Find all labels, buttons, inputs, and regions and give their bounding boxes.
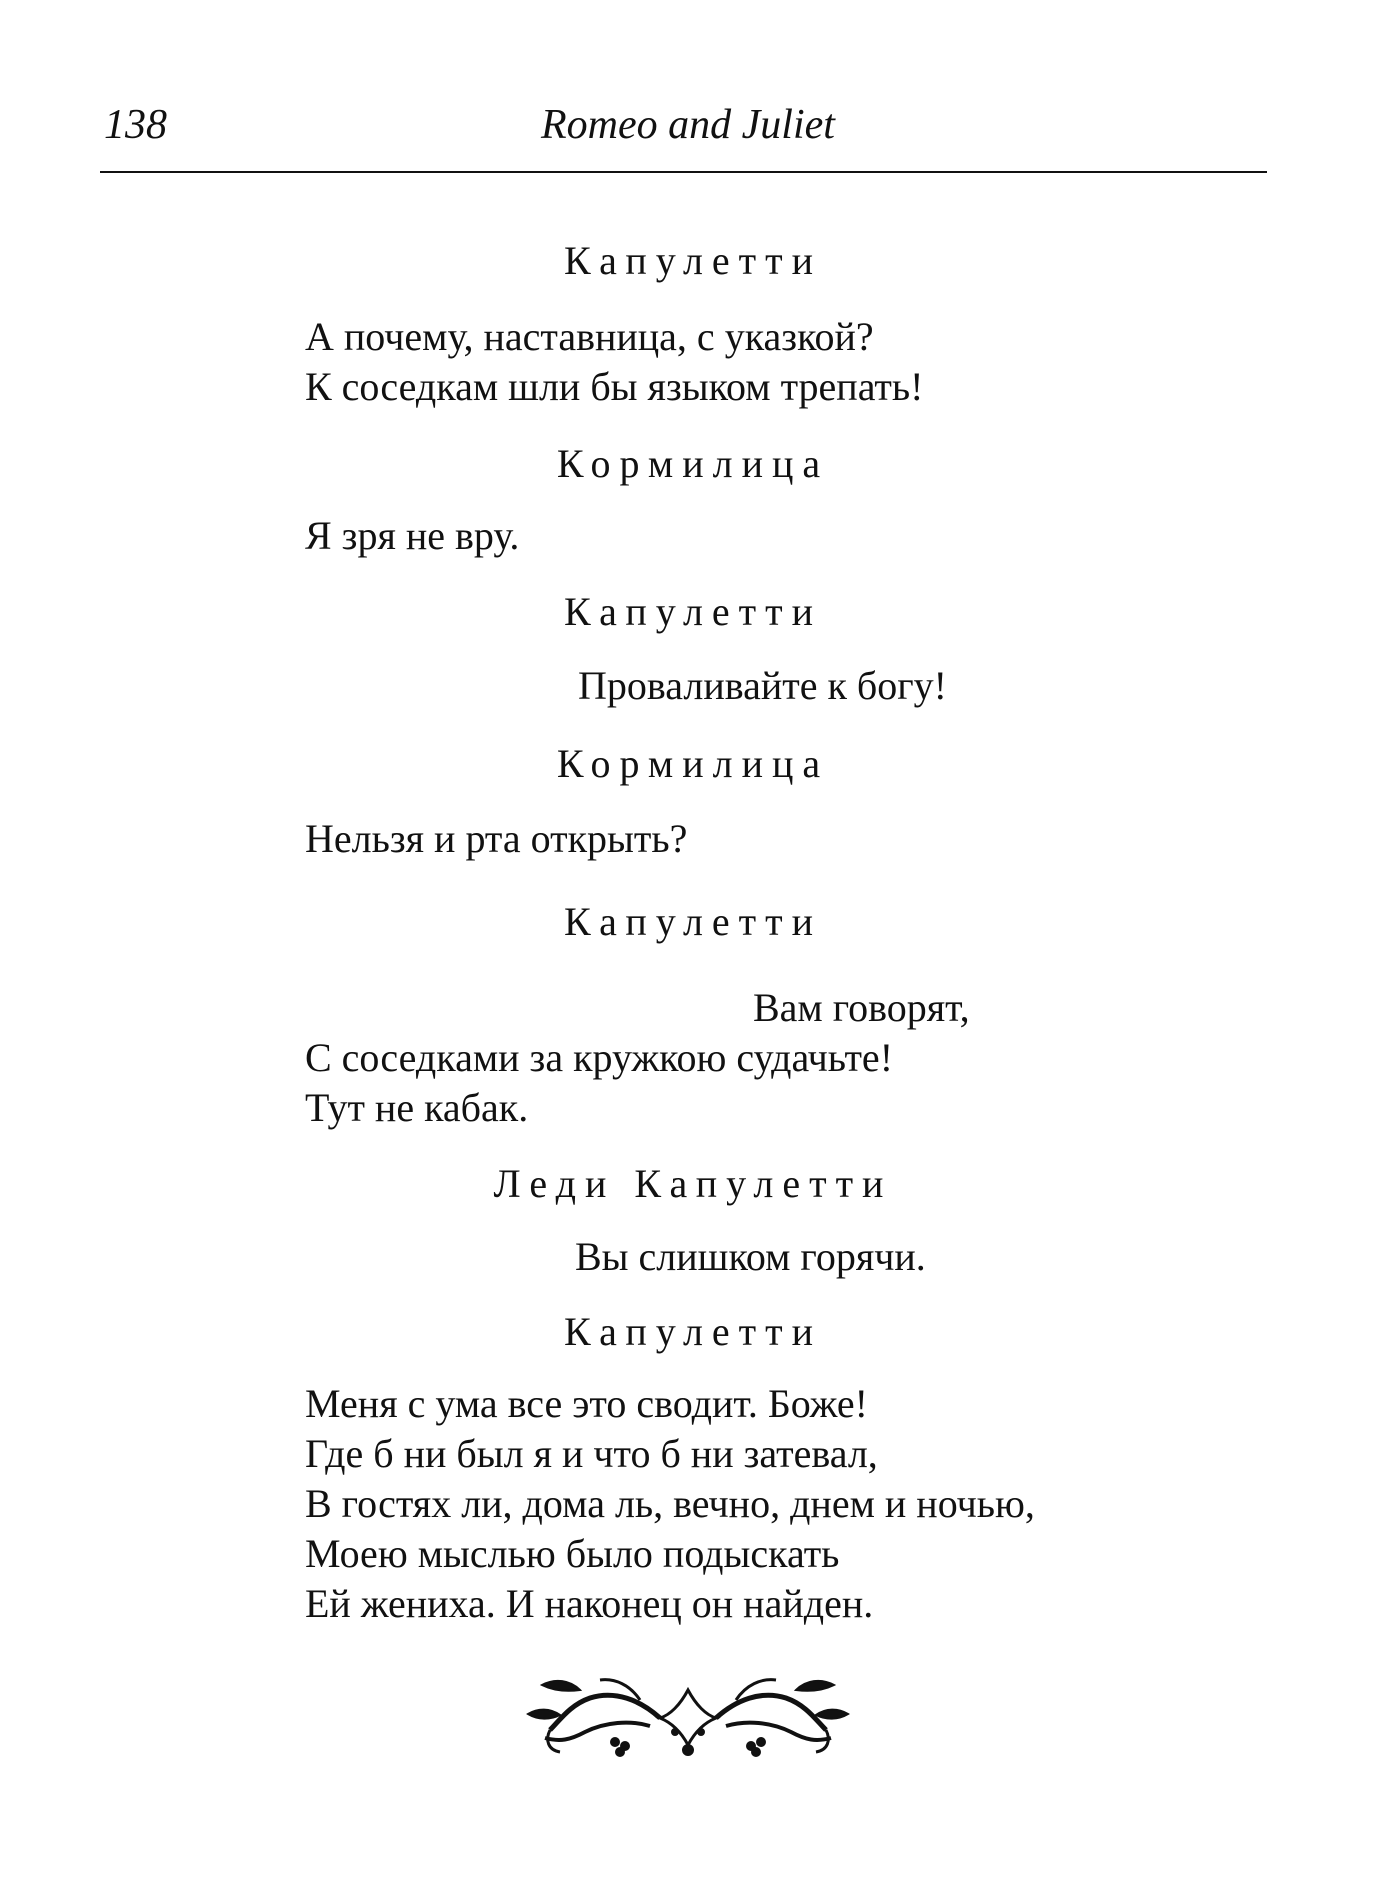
verse-line: Вы слишком горячи. — [575, 1234, 926, 1279]
verse-line: А почему, наставница, с указкой? — [305, 314, 874, 359]
verse-line: Моею мыслью было подыскать — [305, 1531, 840, 1576]
speaker-name: Леди Капулетти — [493, 1161, 893, 1206]
floral-ornament-icon — [520, 1660, 856, 1760]
verse-line: С соседками за кружкою судачьте! — [305, 1035, 894, 1080]
verse-line: Нельзя и рта открыть? — [305, 816, 688, 861]
verse-line: Тут не кабак. — [305, 1085, 529, 1130]
verse-line: Где б ни был я и что б ни затевал, — [305, 1431, 878, 1476]
page-number: 138 — [104, 102, 167, 148]
verse-line: Я зря не вру. — [305, 513, 520, 558]
verse-line: В гостях ли, дома ль, вечно, днем и ночью, — [305, 1481, 1035, 1526]
verse-line: К соседкам шли бы языком трепать! — [305, 364, 924, 409]
header-rule — [100, 171, 1267, 173]
running-title: Romeo and Juliet — [541, 102, 835, 148]
verse-line: Вам говорят, — [753, 985, 970, 1030]
verse-line: Проваливайте к богу! — [578, 663, 947, 708]
speaker-name: Капулетти — [563, 238, 823, 283]
verse-line: Меня с ума все это сводит. Боже! — [305, 1381, 868, 1426]
speaker-name: Капулетти — [563, 899, 823, 944]
speaker-name: Капулетти — [563, 1309, 823, 1354]
speaker-name: Кормилица — [556, 441, 830, 486]
speaker-name: Капулетти — [563, 589, 823, 634]
verse-line: Ей жениха. И наконец он найден. — [305, 1581, 874, 1626]
speaker-name: Кормилица — [556, 741, 830, 786]
page-header — [0, 0, 1376, 180]
